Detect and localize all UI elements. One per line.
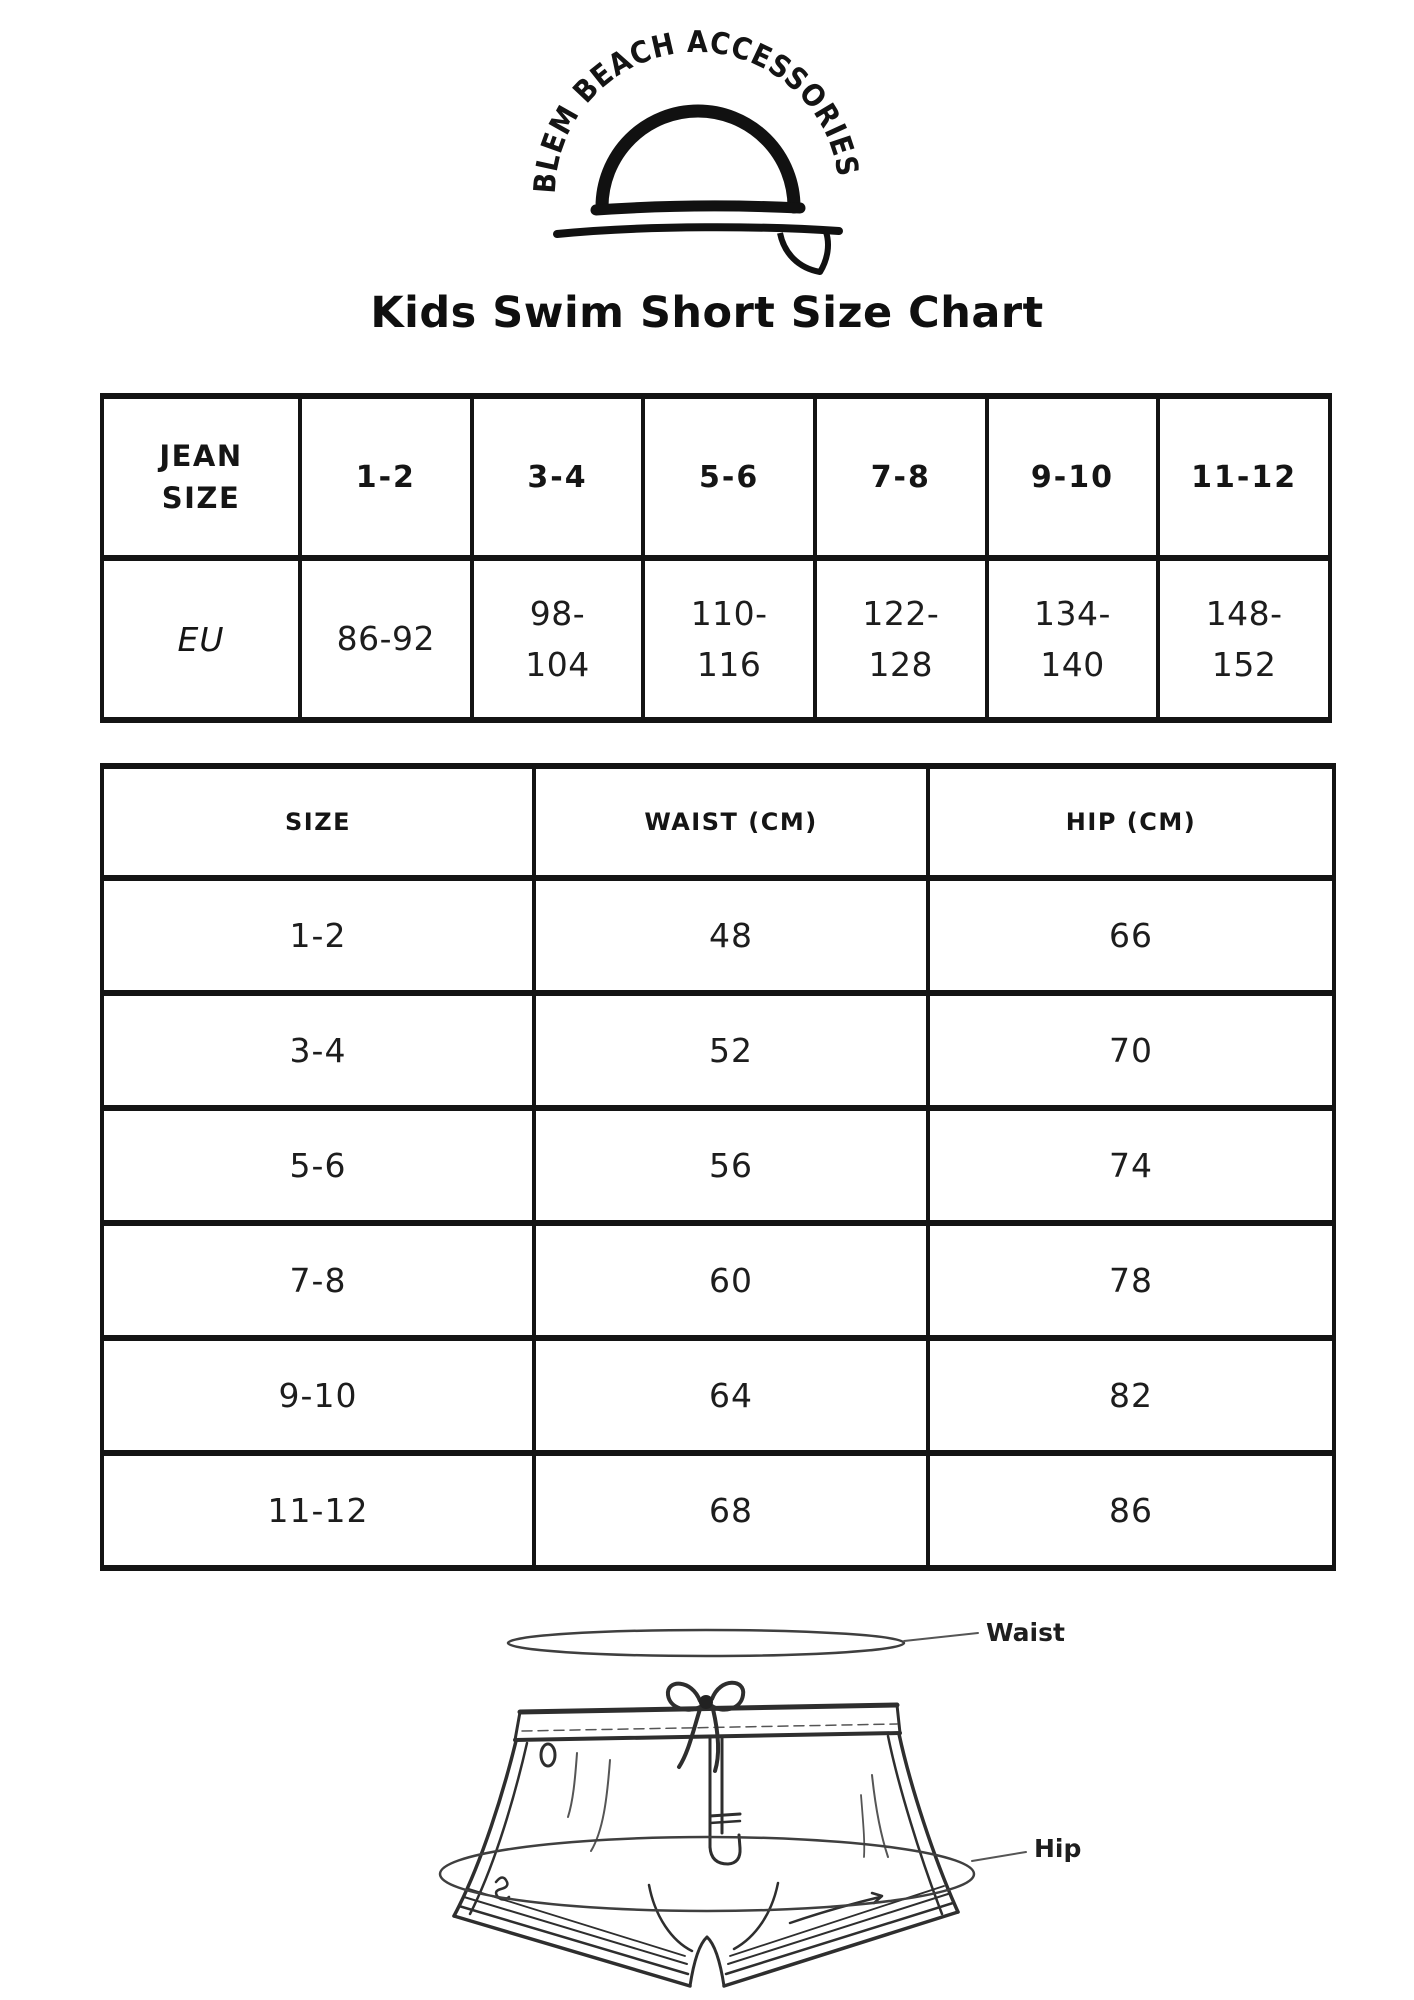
eu-value-line1: 122- bbox=[862, 593, 940, 633]
size-cell: 5-6 bbox=[102, 1108, 534, 1223]
eu-value-line2: 128 bbox=[868, 645, 934, 684]
shorts-sketch-details bbox=[496, 1744, 888, 1951]
hip-leader-line bbox=[972, 1852, 1026, 1861]
hip-label: Hip bbox=[1034, 1834, 1082, 1863]
eu-value-cell bbox=[643, 558, 815, 720]
waist-column-header: WAIST (CM) bbox=[534, 766, 928, 878]
jean-col-1-2: 1-2 bbox=[300, 396, 472, 558]
eu-value-cell bbox=[1158, 558, 1330, 720]
logo-dome-base bbox=[596, 206, 800, 210]
hip-cell: 82 bbox=[928, 1338, 1334, 1453]
waist-cell: 48 bbox=[534, 878, 928, 993]
eu-value-cell bbox=[472, 558, 644, 720]
hip-column-header: HIP (CM) bbox=[928, 766, 1334, 878]
jean-header-line1: JEAN bbox=[159, 438, 243, 473]
size-cell: 1-2 bbox=[102, 878, 534, 993]
jean-col-7-8: 7-8 bbox=[815, 396, 987, 558]
waist-cell: 64 bbox=[534, 1338, 928, 1453]
eu-value-line2: 104 bbox=[525, 645, 590, 684]
table-row bbox=[102, 1338, 1334, 1453]
shorts-fly bbox=[710, 1737, 740, 1864]
hip-cell: 78 bbox=[928, 1223, 1334, 1338]
jean-size-table bbox=[100, 393, 1332, 723]
logo-dome-icon bbox=[602, 111, 794, 207]
table-row bbox=[102, 1223, 1334, 1338]
eu-value-line1: 134- bbox=[1034, 593, 1111, 633]
size-cell: 3-4 bbox=[102, 993, 534, 1108]
hip-cell: 66 bbox=[928, 878, 1334, 993]
brand-arc-text: BLEM BEACH ACCESSORIES bbox=[527, 24, 866, 195]
eu-value: 86-92 bbox=[336, 619, 436, 659]
size-cell: 9-10 bbox=[102, 1338, 534, 1453]
brand-logo bbox=[517, 20, 897, 300]
measurements-header-row bbox=[102, 766, 1334, 878]
table-row bbox=[102, 1453, 1334, 1568]
shorts-outline bbox=[454, 1734, 958, 1986]
swim-shorts-diagram bbox=[320, 1585, 1100, 2000]
waist-cell: 60 bbox=[534, 1223, 928, 1338]
shorts-waistband bbox=[515, 1705, 900, 1740]
table-row bbox=[102, 878, 1334, 993]
waist-label: Waist bbox=[986, 1618, 1065, 1647]
jean-col-5-6: 5-6 bbox=[643, 396, 815, 558]
hip-cell: 74 bbox=[928, 1108, 1334, 1223]
page-title: Kids Swim Short Size Chart bbox=[370, 288, 1044, 338]
eu-value-line2: 140 bbox=[1040, 645, 1105, 684]
size-column-header: SIZE bbox=[102, 766, 534, 878]
jean-col-3-4: 3-4 bbox=[472, 396, 644, 558]
size-cell: 7-8 bbox=[102, 1223, 534, 1338]
eu-row-label: EU bbox=[102, 558, 300, 720]
eu-value-cell bbox=[987, 558, 1159, 720]
jean-size-header-row bbox=[102, 396, 1330, 558]
hip-guide-ellipse bbox=[440, 1837, 974, 1911]
eu-value-line1: 148- bbox=[1205, 593, 1283, 633]
eu-value-line2: 116 bbox=[696, 645, 762, 684]
jean-size-header-cell bbox=[102, 396, 300, 558]
hip-cell: 86 bbox=[928, 1453, 1334, 1568]
jean-header-line2: SIZE bbox=[161, 481, 241, 515]
waist-cell: 52 bbox=[534, 993, 928, 1108]
eu-value-line1: 110- bbox=[690, 593, 768, 633]
measurements-table bbox=[100, 763, 1336, 1571]
eu-value-cell bbox=[300, 558, 472, 720]
eu-value-line2: 152 bbox=[1211, 645, 1277, 684]
waist-cell: 56 bbox=[534, 1108, 928, 1223]
waist-guide-ellipse bbox=[508, 1630, 904, 1656]
eu-value-cell bbox=[815, 558, 987, 720]
surfboard-fin-icon bbox=[780, 232, 828, 272]
eu-value-line1: 98- bbox=[529, 593, 586, 633]
table-row bbox=[102, 1108, 1334, 1223]
size-cell: 11-12 bbox=[102, 1453, 534, 1568]
eu-size-row bbox=[102, 558, 1330, 720]
waist-cell: 68 bbox=[534, 1453, 928, 1568]
jean-col-9-10: 9-10 bbox=[987, 396, 1159, 558]
jean-col-11-12: 11-12 bbox=[1158, 396, 1330, 558]
hip-cell: 70 bbox=[928, 993, 1334, 1108]
table-row bbox=[102, 993, 1334, 1108]
waist-leader-line bbox=[904, 1633, 978, 1641]
